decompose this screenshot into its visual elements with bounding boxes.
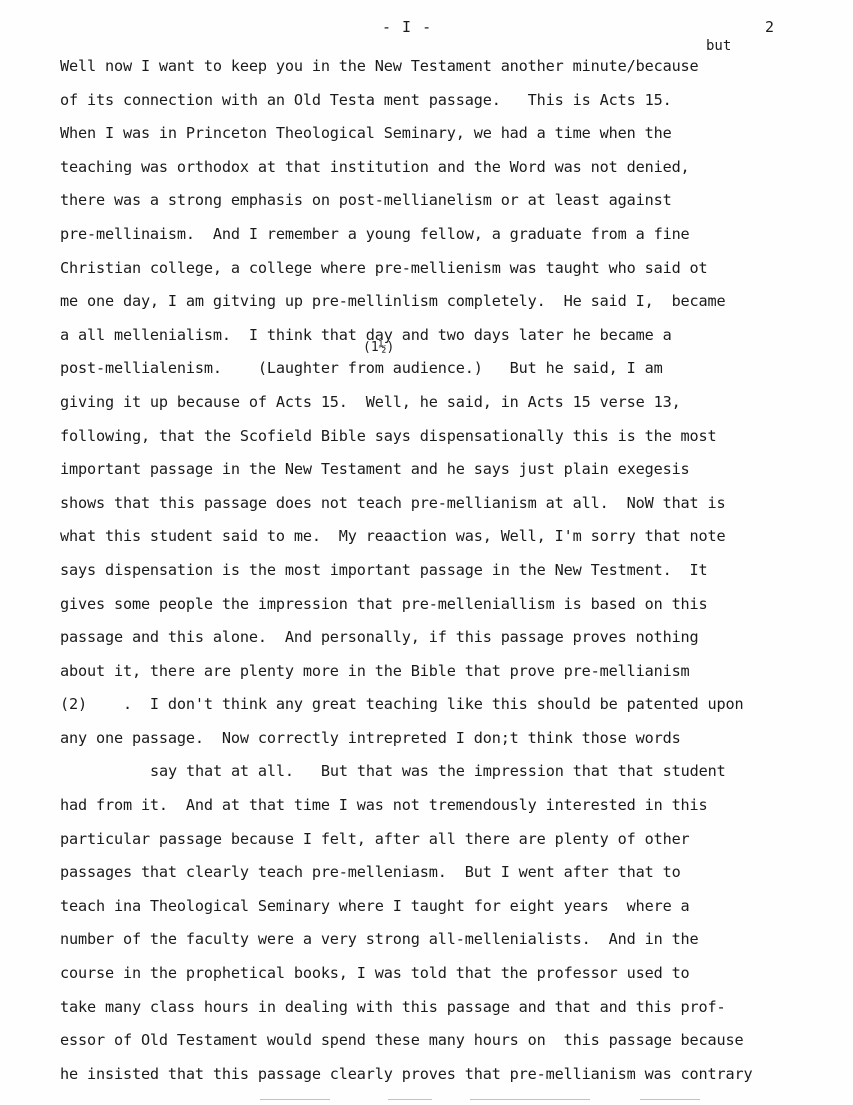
text-line: important passage in the New Testament and he says just plain exegesis bbox=[60, 460, 690, 479]
text-line: post-mellialenism. (Laughter from audience.) But he said, I am bbox=[60, 359, 663, 378]
text-line: number of the faculty were a very strong all-mellenialists. And in the bbox=[60, 930, 699, 949]
text-line: teaching was orthodox at that institution and the Word was not denied, bbox=[60, 157, 690, 176]
scan-smudge bbox=[260, 1099, 330, 1100]
text-line: course in the prophetical books, I was told that the professor used to bbox=[60, 964, 690, 983]
text-line: Christian college, a college where pre-mellienism was taught who said ot bbox=[60, 258, 708, 277]
text-line: passages that clearly teach pre-melleniasm. But I went after that to bbox=[60, 863, 681, 882]
page-number: 2 bbox=[765, 18, 775, 36]
text-line: any one passage. Now correctly intrepreted I don;t think those words bbox=[60, 728, 681, 747]
transcript-body bbox=[60, 50, 840, 1091]
text-line: giving it up because of Acts 15. Well, he said, in Acts 15 verse 13, bbox=[60, 392, 681, 411]
text-line: say that at all. But that was the impression that that student bbox=[150, 762, 726, 781]
text-line: what this student said to me. My reaaction was, Well, I'm sorry that note bbox=[60, 527, 726, 546]
text-line: essor of Old Testament would spend these many hours on this passage because bbox=[60, 1031, 744, 1050]
scan-smudge bbox=[640, 1099, 700, 1100]
text-line: Well now I want to keep you in the New Testament another minute/because bbox=[60, 57, 699, 75]
scan-smudge bbox=[470, 1099, 590, 1100]
text-line: a all mellenialism. I think that day and two days later he became a bbox=[60, 325, 672, 344]
handwritten-insertion: but bbox=[706, 38, 732, 54]
text-line: (2) . I don't think any great teaching like this should be patented upon bbox=[60, 695, 744, 714]
text-line: he insisted that this passage clearly proves that pre-mellianism was contrary bbox=[60, 1064, 753, 1083]
text-line: teach ina Theological Seminary where I taught for eight years where a bbox=[60, 896, 690, 915]
text-line: pre-mellinaism. And I remember a young fellow, a graduate from a fine bbox=[60, 224, 690, 243]
text-line: following, that the Scofield Bible says dispensationally this is the most bbox=[60, 426, 717, 445]
text-line: of its connection with an Old Testa ment passage. This is Acts 15. bbox=[60, 90, 672, 109]
text-line: shows that this passage does not teach pre-mellianism at all. NoW that is bbox=[60, 493, 726, 512]
text-line: particular passage because I felt, after all there are plenty of other bbox=[60, 829, 690, 848]
text-line: there was a strong emphasis on post-mellianelism or at least against bbox=[60, 191, 672, 210]
text-line: gives some people the impression that pre-melleniallism is based on this bbox=[60, 594, 708, 613]
time-marker-annotation: (1½) bbox=[363, 340, 395, 355]
text-line: says dispensation is the most important passage in the New Testment. It bbox=[60, 560, 708, 579]
scan-smudge bbox=[388, 1099, 432, 1100]
text-line: me one day, I am gitving up pre-mellinlism completely. He said I, became bbox=[60, 292, 726, 311]
scan-edge-artifact bbox=[0, 1097, 853, 1103]
text-line: had from it. And at that time I was not tremendously interested in this bbox=[60, 796, 708, 815]
section-marker: - I - bbox=[382, 18, 433, 36]
text-line: take many class hours in dealing with this passage and that and this prof- bbox=[60, 997, 726, 1016]
text-line: about it, there are plenty more in the Bible that prove pre-mellianism bbox=[60, 661, 690, 680]
text-line: passage and this alone. And personally, if this passage proves nothing bbox=[60, 628, 699, 647]
text-line: When I was in Princeton Theological Seminary, we had a time when the bbox=[60, 124, 672, 143]
